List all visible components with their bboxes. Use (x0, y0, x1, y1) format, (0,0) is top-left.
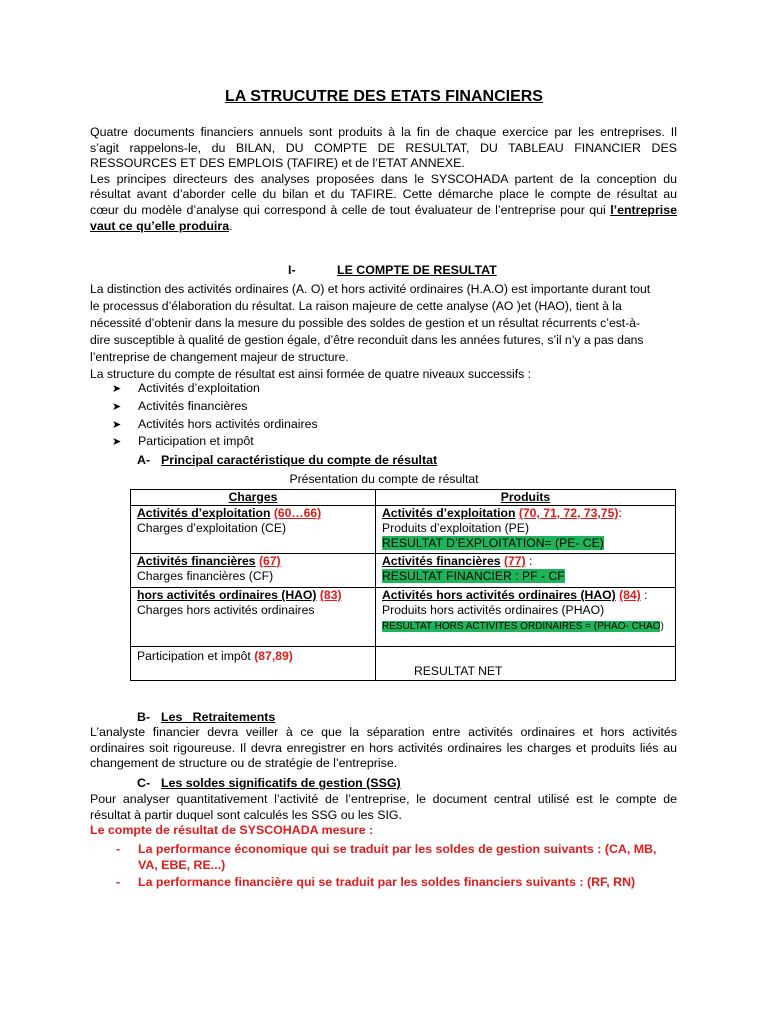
intro-line-1: Quatre documents financiers annuels sont produits à la fin de chaque exercice par les entreprises. Il (90, 125, 677, 139)
section-c-letter: C- (137, 776, 151, 790)
charges-subtext: Charges hors activités ordinaires (137, 603, 315, 617)
bullet-item (112, 416, 318, 434)
table-row (131, 506, 676, 554)
dash-bullet-icon: - (116, 875, 121, 890)
dash-bullet-icon: - (116, 842, 121, 856)
intro-line-5: résultat avant d’aborder celle du bilan et du TAFIRE. Cette démarche place le compte de résultat au (90, 187, 677, 202)
section-c-line-1: Pour analyser quantitativement l’activité de l’entreprise, le document central utilisé est le compte de (90, 792, 677, 806)
arrowhead-bullet-icon: ➤ (112, 400, 122, 413)
arrowhead-bullet-icon: ➤ (112, 418, 122, 431)
resultat-net-label: RESULTAT NET (414, 664, 503, 678)
account-code: (87,89) (254, 649, 293, 663)
result-highlight: RESULTAT HORS ACTIVITES ORDINAIRES = (PHAO- CHAO (382, 621, 661, 632)
intro-line-4: Les principes directeurs des analyses proposées dans le SYSCOHADA partent de la conception du (90, 171, 677, 186)
colon: : (644, 588, 648, 602)
table-row (131, 554, 676, 588)
income-statement-table (130, 489, 676, 681)
produits-label: Activités financières (382, 554, 501, 568)
dash-item (90, 842, 678, 873)
produits-label: Activités hors activités ordinaires (HAO) (382, 588, 616, 602)
colon: : (529, 554, 533, 568)
participation-label: Participation et impôt (137, 649, 251, 663)
section-b-line-3: changement de structure ou de stratégie de l’entreprise. (90, 756, 398, 771)
level-bullet-list (112, 380, 318, 451)
section-1-number: I- (288, 263, 296, 277)
section-1-line-2: le processus d’élaboration du résultat. La raison majeure de cette analyse (AO )et (HAO), tient à la (90, 299, 622, 314)
result-highlight: RESULTAT FINANCIER : PF - CF (382, 569, 565, 583)
section-1-line-1: La distinction des activités ordinaires (A. O) et hors activité ordinaires (H.A.O) est importante durant tout (90, 282, 651, 296)
result-line: RESULTAT HORS ACTIVITES ORDINAIRES = (PHAO- CHAO) (382, 621, 664, 632)
produits-subtext: Produits d’exploitation (PE) (382, 521, 529, 535)
bullet-text: Activités d’exploitation (138, 381, 260, 395)
charges-cell (131, 506, 376, 554)
intro-line-6 (90, 203, 677, 219)
account-code: (70, 71, 72, 73,75) (518, 506, 619, 520)
section-b-paragraph (90, 725, 677, 772)
section-a-letter: A- (137, 453, 151, 467)
table-header-row (131, 490, 676, 506)
result-line (382, 536, 669, 551)
charges-heading (137, 506, 369, 521)
table-row (131, 647, 676, 681)
section-c-line-2: résultat à partir duquel sont calculés les SSG ou les SIG. (90, 807, 402, 822)
section-c-title: Les soldes significatifs de gestion (SSG) (161, 776, 401, 790)
produits-cell (376, 647, 676, 681)
syscohada-heading: Le compte de résultat de SYSCOHADA mesure : (90, 823, 374, 838)
charges-label: Activités financières (137, 554, 256, 568)
produits-heading (382, 506, 669, 521)
result-highlight: RESULTAT D’EXPLOITATION= (PE- CE) (382, 536, 604, 550)
produits-subtext: Produits hors activités ordinaires (PHAO) (382, 603, 605, 617)
produits-cell (376, 554, 676, 588)
charges-cell (131, 554, 376, 588)
charges-subtext: Charges financières (CF) (137, 569, 274, 583)
table-row (131, 588, 676, 647)
section-a-title: Principal caractéristique du compte de résultat (161, 453, 438, 467)
section-b-line-2: ordinaires soit rigoureuse. Il devra enregistrer en hors activités ordinaires les charges et produits liés au (90, 740, 677, 755)
account-code: (60…66) (273, 506, 322, 520)
intro-emphasis-1: l’entreprise (610, 202, 677, 217)
account-code: (67) (258, 554, 281, 568)
document-title: LA STRUCUTRE DES ETATS FINANCIERS (225, 88, 543, 105)
bullet-item (112, 380, 318, 398)
section-b-title: Les Retraitements (161, 710, 276, 724)
charges-heading (137, 554, 369, 569)
charges-subtext: Charges d’exploitation (CE) (137, 521, 287, 535)
dash-item (90, 875, 678, 891)
table-caption: Présentation du compte de résultat (289, 472, 479, 486)
account-code: (84) (619, 588, 641, 602)
dash-text: La performance économique qui se traduit par les soldes de gestion suivants : (CA, MB, VA, EBE, RE...) (138, 842, 657, 872)
arrowhead-bullet-icon: ➤ (112, 383, 122, 395)
charges-heading (137, 588, 369, 603)
intro-emphasis-2: vaut ce qu’elle produira (90, 218, 230, 233)
intro-line-2: s’agit rappelons-le, du BILAN, DU COMPTE DE RESULTAT, DU TABLEAU FINANCIER DES (90, 140, 677, 155)
section-1-line-4: dire susceptible à qualité de gestion égale, d’être reconduit dans les années futures, s’il n’y a pas dans (90, 333, 644, 348)
bullet-text: Participation et impôt (138, 434, 254, 449)
charges-label: Activités d’exploitation (137, 506, 271, 520)
header-produits: Produits (376, 490, 676, 506)
section-b-letter: B- (137, 710, 151, 724)
intro-end-dot: . (229, 218, 233, 233)
intro-line-3: RESSOURCES ET DES EMPLOIS (TAFIRE) et de l’ETAT ANNEXE. (90, 156, 465, 171)
header-charges: Charges (131, 490, 376, 506)
bullet-text: Activités hors activités ordinaires (138, 416, 318, 431)
produits-heading (382, 588, 669, 603)
produits-heading (382, 554, 669, 569)
intro-line-7 (90, 219, 677, 235)
intro-line-6-text: cœur du modèle d’analyse qui correspond à celle de tout évaluateur de l’entreprise pour qui (90, 202, 606, 217)
produits-label: Activités d’exploitation (382, 506, 516, 520)
section-1-line-3: nécessité d’obtenir dans la mesure du possible des soldes de gestion et un résultat récurrents c’est-à- (90, 316, 641, 331)
account-code: (77) (503, 554, 526, 568)
performance-dash-list (90, 842, 678, 891)
arrowhead-bullet-icon: ➤ (112, 436, 122, 449)
section-1-line-5: l’entreprise de changement majeur de structure. (90, 350, 349, 365)
section-1-title: LE COMPTE DE RESULTAT (337, 263, 497, 277)
charges-cell (131, 588, 376, 647)
bullet-item (112, 398, 318, 416)
colon: : (618, 506, 622, 520)
section-1-line-6: La structure du compte de résultat est ainsi formée de quatre niveaux successifs : (90, 367, 532, 382)
charges-label: hors activités ordinaires (HAO) (137, 588, 317, 602)
bullet-text: Activités financières (138, 398, 248, 413)
intro-paragraph (90, 125, 677, 234)
dash-text: La performance financière qui se traduit par les soldes financiers suivants : (RF, RN) (138, 875, 636, 890)
section-c-paragraph (90, 792, 677, 839)
produits-cell (376, 588, 676, 647)
section-1-paragraph (90, 281, 677, 384)
charges-cell (131, 647, 376, 681)
account-code: (83) (319, 588, 342, 602)
bullet-item (112, 433, 318, 451)
result-line (382, 569, 669, 584)
section-b-line-1: L’analyste financier devra veiller à ce que la séparation entre activités ordinaires et hors activités (90, 725, 677, 739)
produits-cell (376, 506, 676, 554)
